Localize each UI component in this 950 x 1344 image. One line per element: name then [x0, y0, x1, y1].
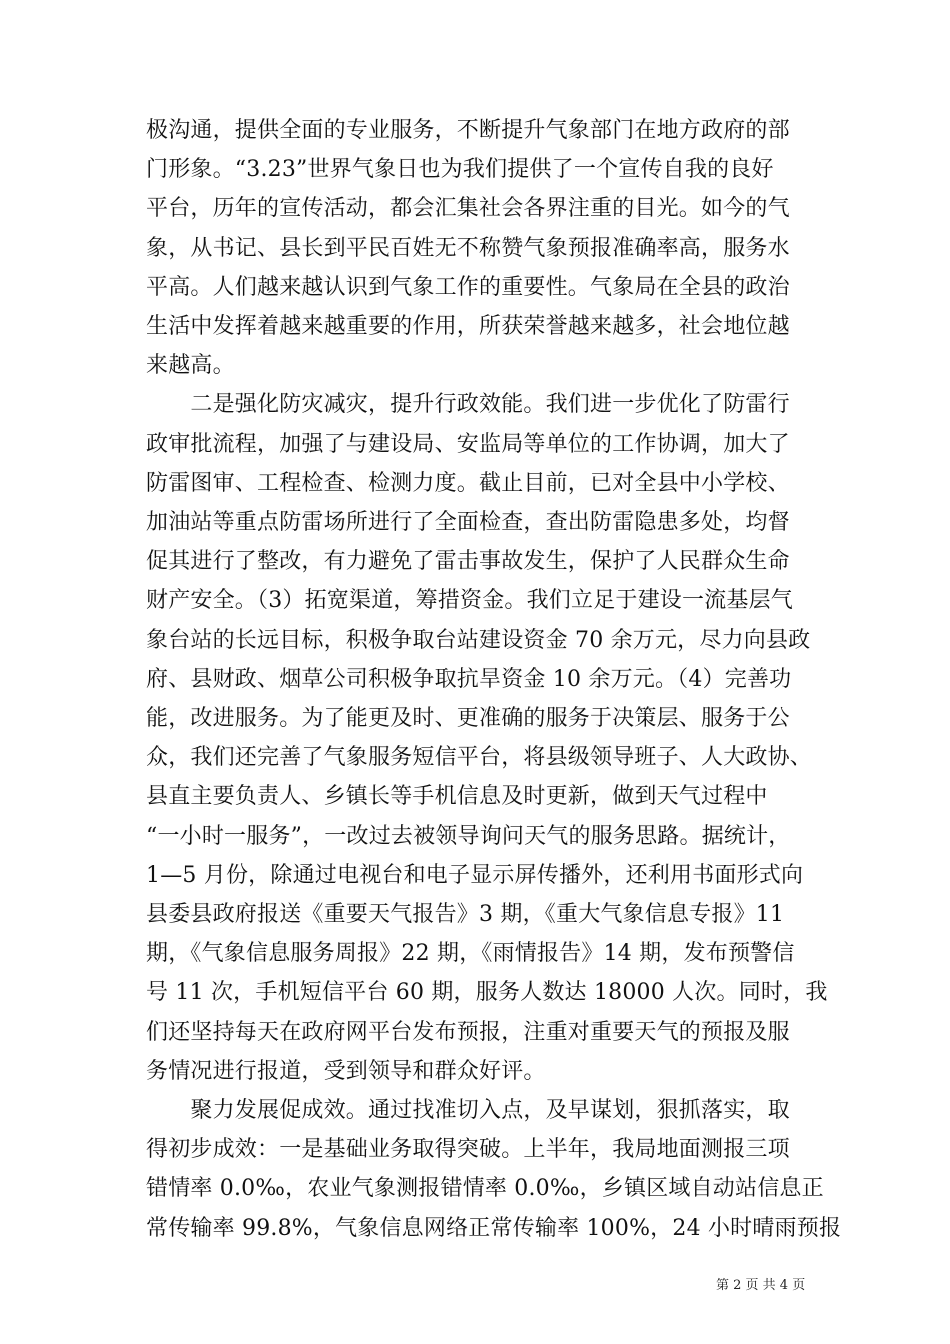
- text-line: 县直主要负责人、乡镇长等手机信息及时更新，做到天气过程中: [146, 784, 768, 809]
- text-line: 来越高。: [146, 353, 235, 378]
- text-line: 期，《气象信息服务周报》22 期，《雨情报告》14 期，发布预警信: [146, 941, 795, 966]
- text-line: 财产安全。（3）拓宽渠道，筹措资金。我们立足于建设一流基层气: [146, 588, 793, 613]
- text-line: 象，从书记、县长到平民百姓无不称赞气象预报准确率高，服务水: [146, 236, 790, 261]
- text-line: 能，改进服务。为了能更及时、更准确的服务于决策层、服务于公: [146, 706, 790, 731]
- text-line: 聚力发展促成效。通过找准切入点，及早谋划，狠抓落实，取: [146, 1098, 790, 1123]
- text-line: 防雷图审、工程检查、检测力度。截止目前，已对全县中小学校、: [146, 471, 790, 496]
- text-line: 们还坚持每天在政府网平台发布预报，注重对重要天气的预报及服: [146, 1020, 790, 1045]
- text-line: 务情况进行报道，受到领导和群众好评。: [146, 1059, 546, 1084]
- text-line: 平高。人们越来越认识到气象工作的重要性。气象局在全县的政治: [146, 275, 790, 300]
- text-line: 府、县财政、烟草公司积极争取抗旱资金 10 余万元。（4）完善功: [146, 667, 792, 692]
- text-line: 促其进行了整改，有力避免了雷击事故发生，保护了人民群众生命: [146, 549, 790, 574]
- text-line: 极沟通，提供全面的专业服务，不断提升气象部门在地方政府的部: [146, 118, 790, 143]
- text-line: 生活中发挥着越来越重要的作用，所获荣誉越来越多，社会地位越: [146, 314, 790, 339]
- text-line: 二是强化防灾减灾，提升行政效能。我们进一步优化了防雷行: [146, 392, 790, 417]
- text-line: 加油站等重点防雷场所进行了全面检查，查出防雷隐患多处，均督: [146, 510, 790, 535]
- text-line: 1—5 月份，除通过电视台和电子显示屏传播外，还利用书面形式向: [146, 863, 804, 888]
- text-line: “一小时一服务”，一改过去被领导询问天气的服务思路。据统计，: [146, 824, 791, 849]
- text-line: 平台，历年的宣传活动，都会汇集社会各界注重的目光。如今的气: [146, 196, 790, 221]
- page-footer: 第 2 页 共 4 页: [716, 1278, 806, 1293]
- text-line: 号 11 次，手机短信平台 60 期，服务人数达 18000 人次。同时，我: [146, 980, 828, 1005]
- text-line: 得初步成效：一是基础业务取得突破。上半年，我局地面测报三项: [146, 1137, 790, 1162]
- text-line: 错情率 0.0‰，农业气象测报错情率 0.0‰，乡镇区域自动站信息正: [146, 1176, 824, 1201]
- text-line: 门形象。“3.23”世界气象日也为我们提供了一个宣传自我的良好: [146, 157, 774, 182]
- text-line: 县委县政府报送《重要天气报告》3 期，《重大气象信息专报》11: [146, 902, 785, 927]
- text-line: 政审批流程，加强了与建设局、安监局等单位的工作协调，加大了: [146, 432, 790, 457]
- text-line: 众，我们还完善了气象服务短信平台，将县级领导班子、人大政协、: [146, 745, 813, 770]
- text-line: 象台站的长远目标，积极争取台站建设资金 70 余万元，尽力向县政: [146, 628, 811, 653]
- text-line: 常传输率 99.8%，气象信息网络正常传输率 100%，24 小时晴雨预报: [146, 1216, 842, 1241]
